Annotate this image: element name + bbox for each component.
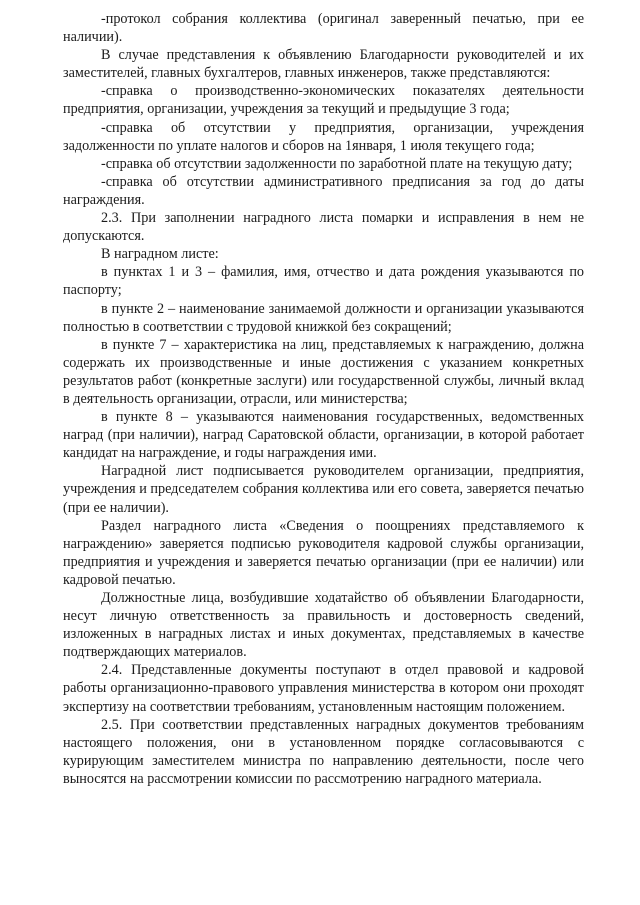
- paragraph-items-1-3: в пунктах 1 и 3 – фамилия, имя, отчество и дата рождения указываются по паспорту;: [63, 264, 584, 299]
- paragraph-item-7: в пункте 7 – характеристика на лиц, представляемых к награждению, должна содержать их производственные и иные достижения с указанием конкретных результатов работ (конкретные заслуги) или государственной службы, личный вклад в деятельность организации, отрасли, или министерства;: [63, 336, 584, 407]
- paragraph-certificate-salary: -справка об отсутствии задолженности по заработной плате на текущую дату;: [101, 155, 573, 172]
- paragraph-item-8: в пункте 8 – указываются наименования государственных, ведомственных наград (при наличии), наград Саратовской области, организации, в которой работает кандидат на награждение, и годы награждения ими.: [63, 409, 584, 462]
- paragraph-certificate-economic: -справка о производственно-экономических показателях деятельности предприятия, организации, учреждения за текущий и предыдущие 3 года;: [63, 83, 584, 118]
- paragraph-award-sheet-heading: В наградном листе:: [101, 246, 219, 263]
- paragraph-certificate-taxes: -справка об отсутствии у предприятия, организации, учреждения задолженности по уплате налогов и сборов на 1января, 1 июля текущего года;: [63, 119, 584, 154]
- paragraph-protocol: -протокол собрания коллектива (оригинал заверенный печатью, при ее наличии).: [63, 11, 584, 46]
- paragraph-2-3: 2.3. При заполнении наградного листа помарки и исправления в нем не допускаются.: [63, 210, 584, 245]
- paragraph-section-certification: Раздел наградного листа «Сведения о поощрениях представляемого к награждению» заверяется подписью руководителя кадровой службы организации, предприятия и учреждения и заверяется печатью организации (при ее наличии) или кадровой печатью.: [63, 517, 584, 588]
- paragraph-certificate-administrative: -справка об отсутствии административного предписания за год до даты награждения.: [63, 173, 584, 208]
- paragraph-officials-responsibility: Должностные лица, возбудившие ходатайство об объявлении Благодарности, несут личную ответственность за правильность и достоверность сведений, изложенных в наградных листах и иных документах, представляемых в качестве подтверждающих материалов.: [63, 590, 584, 661]
- paragraph-2-5: 2.5. При соответствии представленных наградных документов требованиям настоящего положения, они в установленном порядке согласовываются с курирующим заместителем министра по направлению деятельности, после чего выносятся на рассмотрении комиссии по рассмотрению наградного материала.: [63, 716, 584, 787]
- paragraph-thanks-intro: В случае представления к объявлению Благодарности руководителей и их заместителей, главных бухгалтеров, главных инженеров, также представляются:: [63, 47, 584, 82]
- paragraph-2-4: 2.4. Представленные документы поступают в отдел правовой и кадровой работы организационно-правового управления министерства в котором они проходят экспертизу на соответствии требованиям, установленным настоящим положением.: [63, 662, 584, 715]
- paragraph-item-2: в пункте 2 – наименование занимаемой должности и организации указываются полностью в соответствии с трудовой книжкой без сокращений;: [63, 300, 584, 335]
- paragraph-signature: Наградной лист подписывается руководителем организации, предприятия, учреждения и председателем собрания коллектива или его совета, заверяется печатью (при ее наличии).: [63, 463, 584, 516]
